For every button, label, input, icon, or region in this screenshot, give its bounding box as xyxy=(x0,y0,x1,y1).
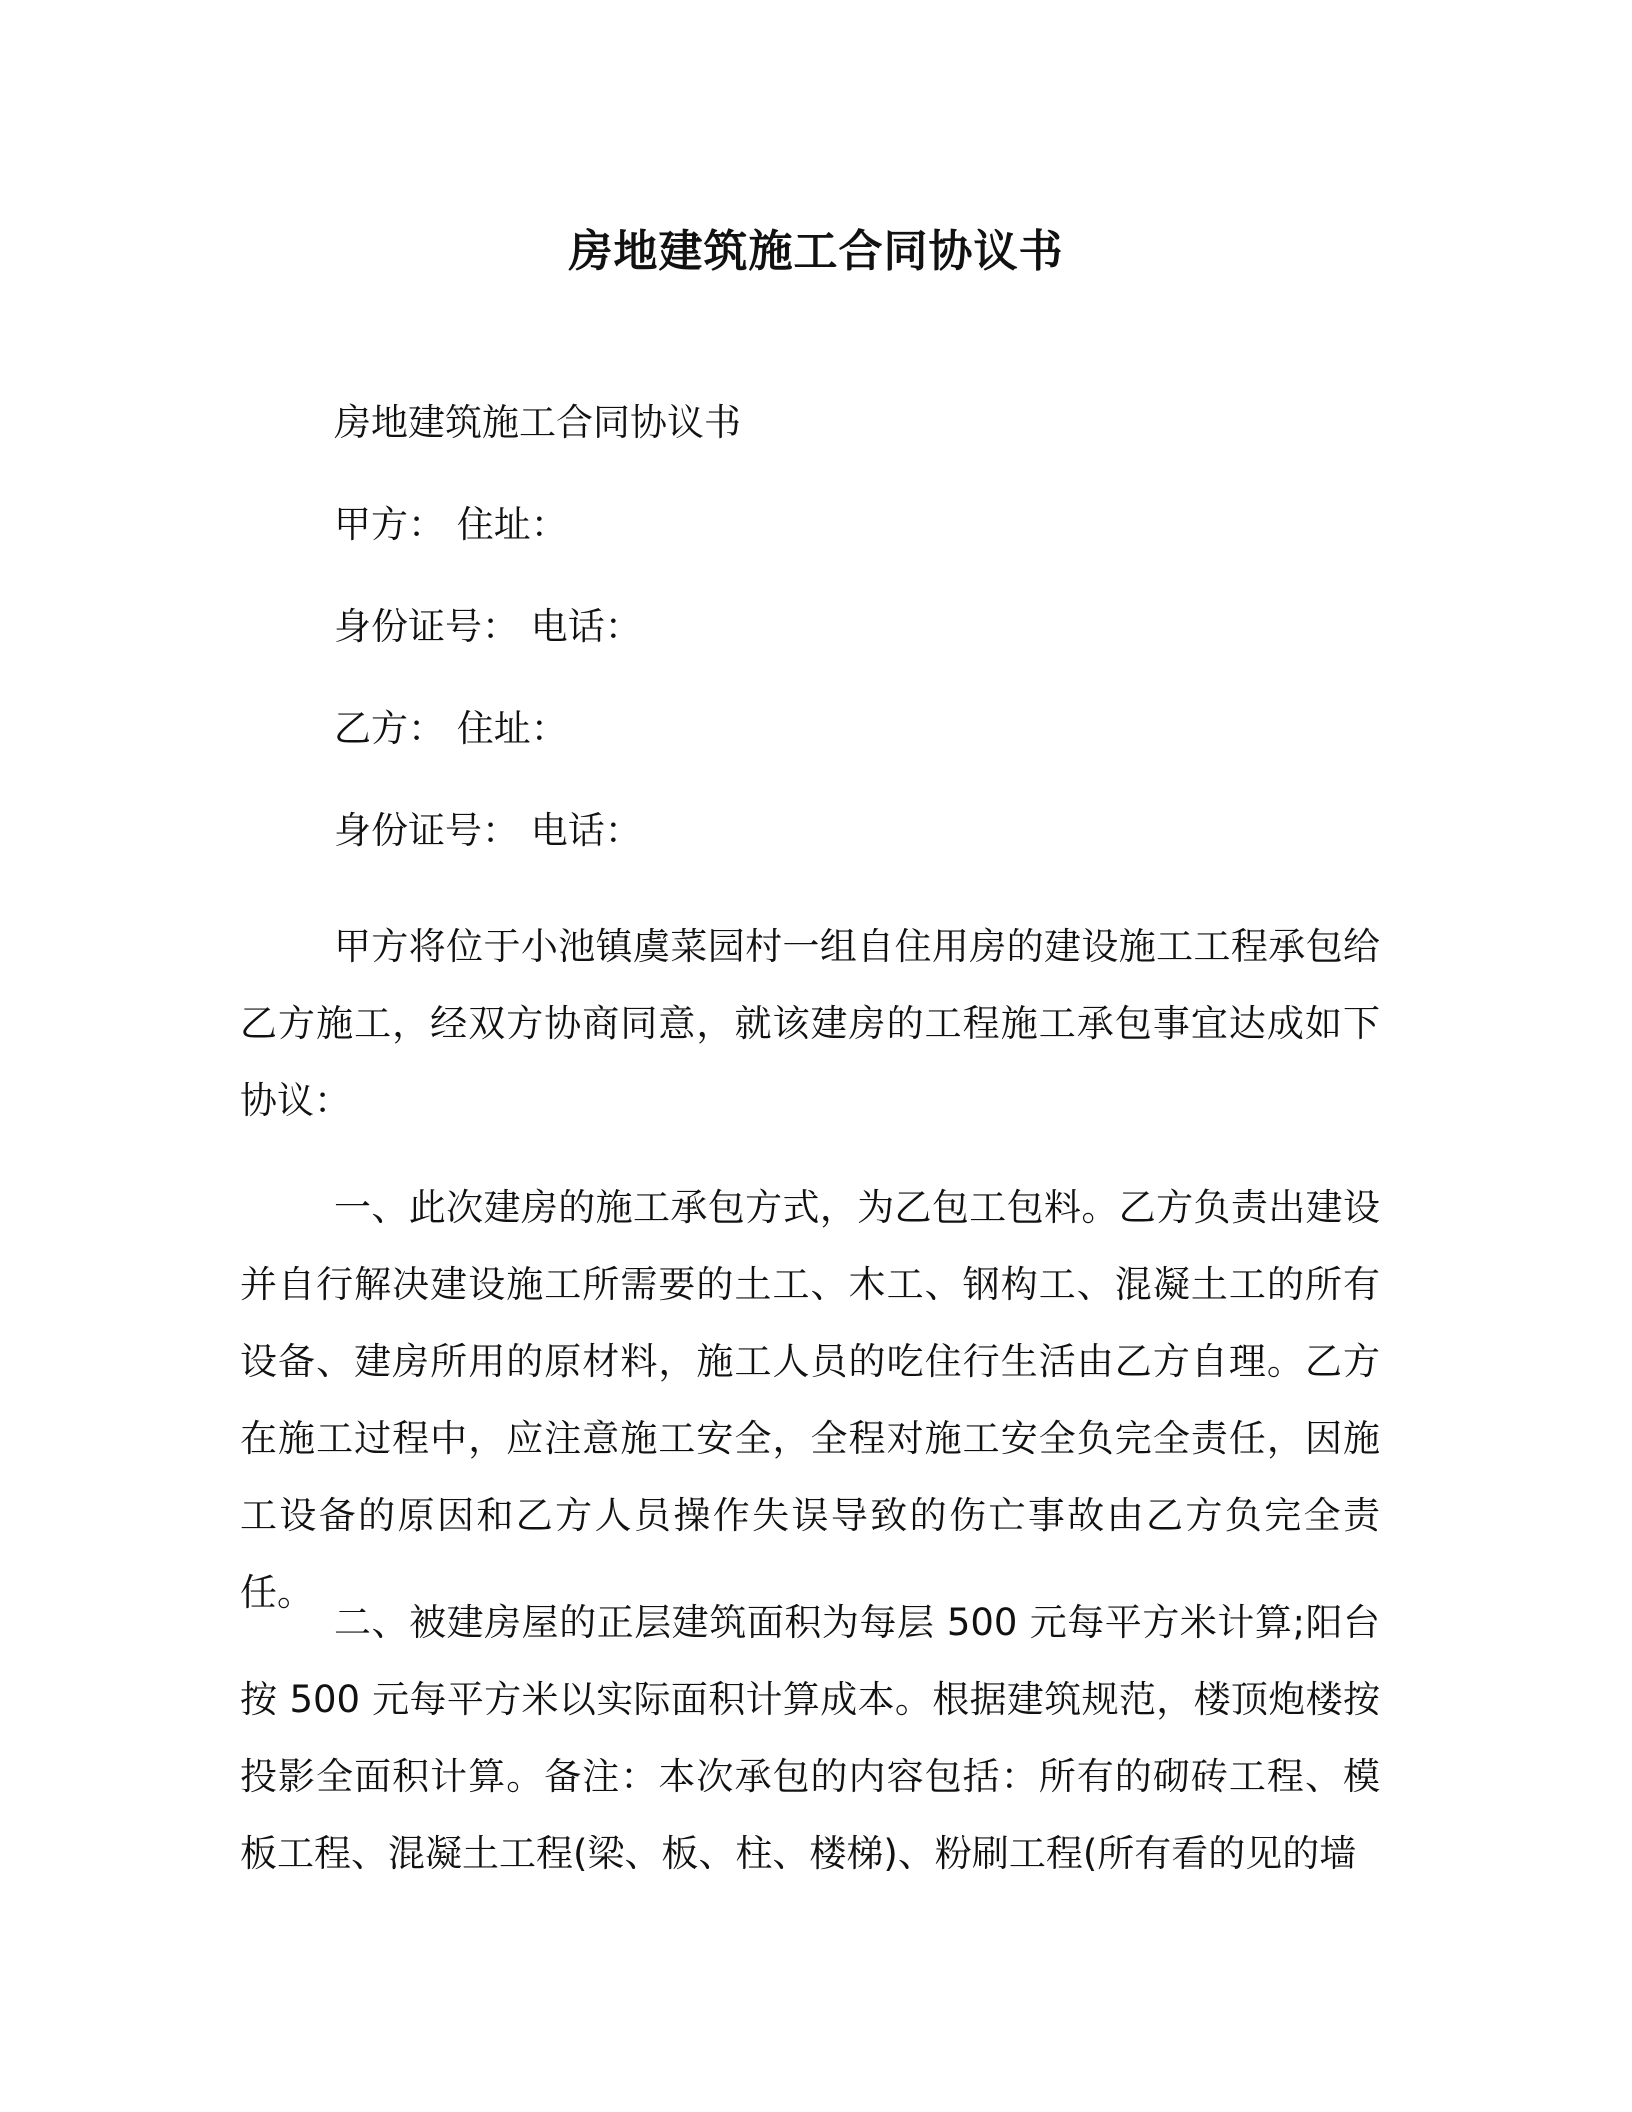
party-a-address-line: 甲方： 住址： xyxy=(334,503,568,546)
document-subtitle: 房地建筑施工合同协议书 xyxy=(334,401,741,444)
intro-paragraph: 甲方将位于小池镇虞菜园村一组自住用房的建设施工工程承包给乙方施工，经双方协商同意，就该建房的工程施工承包事宜达成如下协议： xyxy=(240,925,1380,1122)
clause-two-paragraph: 二、被建房屋的正层建筑面积为每层 500 元每平方米计算;阳台按 500 元每平方米以实际面积计算成本。根据建筑规范，楼顶炮楼按投影全面积计算。备注：本次承包的内容包括：所有的砌砖工程、模板工程、混凝土工程(梁、板、柱、楼梯)、粉刷工程(所有看的见的墙 xyxy=(240,1601,1380,1875)
clause-one-paragraph: 一、此次建房的施工承包方式，为乙包工包料。乙方负责出建设并自行解决建设施工所需要的土工、木工、钢构工、混凝土工的所有设备、建房所用的原材料，施工人员的吃住行生活由乙方自理。乙方在施工过程中，应注意施工安全，全程对施工安全负完全责任，因施工设备的原因和乙方人员操作失误导致的伤亡事故由乙方负完全责任。 xyxy=(240,1186,1380,1614)
party-a-id-phone-line: 身份证号： 电话： xyxy=(334,605,642,648)
party-b-address-line: 乙方： 住址： xyxy=(334,707,568,750)
party-b-id-phone-line: 身份证号： 电话： xyxy=(334,809,642,852)
document-title: 房地建筑施工合同协议书 xyxy=(568,226,1064,277)
